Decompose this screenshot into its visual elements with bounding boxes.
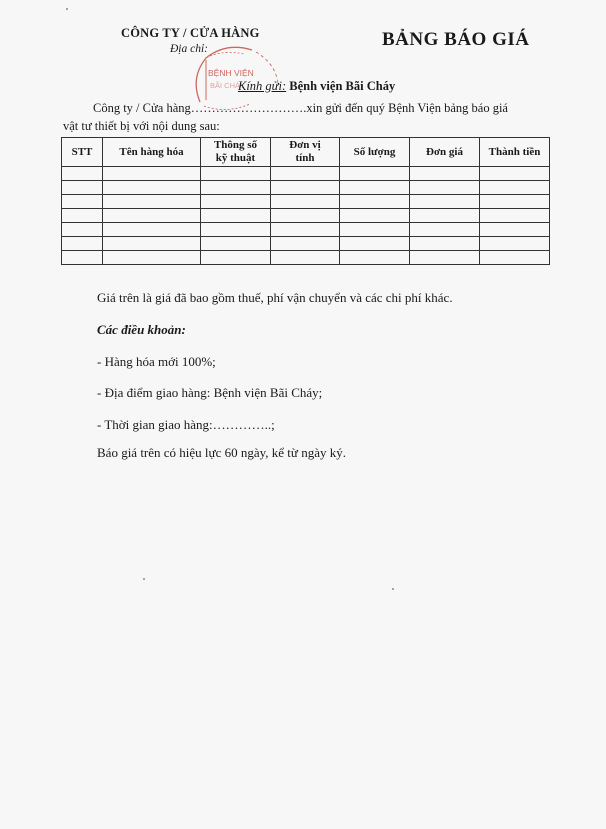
col-header-item-name: Tên hàng hóa — [103, 138, 201, 167]
table-cell — [103, 251, 201, 265]
quotation-table — [61, 137, 550, 265]
recipient-line — [238, 79, 395, 94]
table-cell — [62, 251, 103, 265]
table-cell — [201, 223, 271, 237]
company-label: CÔNG TY / CỬA HÀNG — [121, 26, 260, 40]
table-cell — [201, 195, 271, 209]
intro-line-1: Công ty / Cửa hàng……………………….xin gửi đến quý Bệnh Viện bảng báo giá — [93, 101, 508, 115]
table-cell — [271, 223, 340, 237]
term-item-delivery-time: - Thời gian giao hàng:…………..; — [97, 417, 275, 432]
table-cell — [103, 237, 201, 251]
table-cell — [410, 209, 480, 223]
table-row — [62, 209, 550, 223]
address-label: Địa chỉ: — [170, 43, 209, 55]
table-cell — [410, 237, 480, 251]
validity-note: Báo giá trên có hiệu lực 60 ngày, kể từ ngày ký. — [97, 445, 346, 460]
table-cell — [340, 237, 410, 251]
table-cell — [103, 209, 201, 223]
table-cell — [62, 181, 103, 195]
table-cell — [410, 251, 480, 265]
table-cell — [103, 167, 201, 181]
table-cell — [480, 237, 550, 251]
table-cell — [201, 209, 271, 223]
table-cell — [410, 223, 480, 237]
table-cell — [62, 209, 103, 223]
price-note: Giá trên là giá đã bao gồm thuế, phí vận chuyển và các chi phí khác. — [97, 290, 453, 305]
stamp-text-line1: BỆNH VIỆN — [208, 68, 254, 78]
col-header-specs: Thông số kỹ thuật — [201, 138, 271, 167]
term-item-goods: - Hàng hóa mới 100%; — [97, 354, 216, 369]
table-cell — [62, 195, 103, 209]
table-cell — [480, 195, 550, 209]
table-cell — [340, 167, 410, 181]
table-cell — [410, 195, 480, 209]
table-cell — [103, 181, 201, 195]
col-header-total: Thành tiền — [480, 138, 550, 167]
table-cell — [103, 223, 201, 237]
table-cell — [271, 181, 340, 195]
table-cell — [103, 195, 201, 209]
table-cell — [480, 167, 550, 181]
terms-title: Các điều khoản: — [97, 322, 186, 337]
table-cell — [480, 251, 550, 265]
table-cell — [410, 181, 480, 195]
table-cell — [62, 167, 103, 181]
col-header-unit: Đơn vị tính — [271, 138, 340, 167]
scan-speck — [392, 588, 394, 590]
table-cell — [201, 181, 271, 195]
table-row — [62, 237, 550, 251]
recipient-label: Kính gửi: — [238, 79, 287, 93]
table-row — [62, 223, 550, 237]
table-cell — [62, 223, 103, 237]
table-cell — [62, 237, 103, 251]
table-cell — [340, 251, 410, 265]
col-header-stt: STT — [62, 138, 103, 167]
table-cell — [271, 251, 340, 265]
table-cell — [271, 167, 340, 181]
table-row — [62, 195, 550, 209]
table-header-row — [62, 138, 550, 167]
stamp-text-line2: BÃI CHÁY — [210, 81, 246, 90]
table-cell — [201, 167, 271, 181]
table-cell — [340, 195, 410, 209]
scan-speck — [143, 578, 145, 580]
table-cell — [201, 237, 271, 251]
table-cell — [480, 223, 550, 237]
table-row — [62, 251, 550, 265]
table-cell — [271, 195, 340, 209]
table-cell — [410, 167, 480, 181]
table-row — [62, 181, 550, 195]
intro-line-2: vật tư thiết bị với nội dung sau: — [63, 119, 220, 133]
table-cell — [480, 181, 550, 195]
table-cell — [201, 251, 271, 265]
col-header-unit-price: Đơn giá — [410, 138, 480, 167]
col-header-quantity: Số lượng — [340, 138, 410, 167]
table-cell — [271, 237, 340, 251]
table-cell — [340, 223, 410, 237]
scan-speck — [66, 8, 68, 10]
term-item-delivery-location: - Địa điểm giao hàng: Bệnh viện Bãi Cháy; — [97, 385, 323, 400]
table-cell — [271, 209, 340, 223]
document-title: BẢNG BÁO GIÁ — [382, 29, 530, 50]
table-row — [62, 167, 550, 181]
table-cell — [340, 209, 410, 223]
recipient-name: Bệnh viện Bãi Cháy — [289, 79, 396, 93]
table-cell — [340, 181, 410, 195]
table-cell — [480, 209, 550, 223]
